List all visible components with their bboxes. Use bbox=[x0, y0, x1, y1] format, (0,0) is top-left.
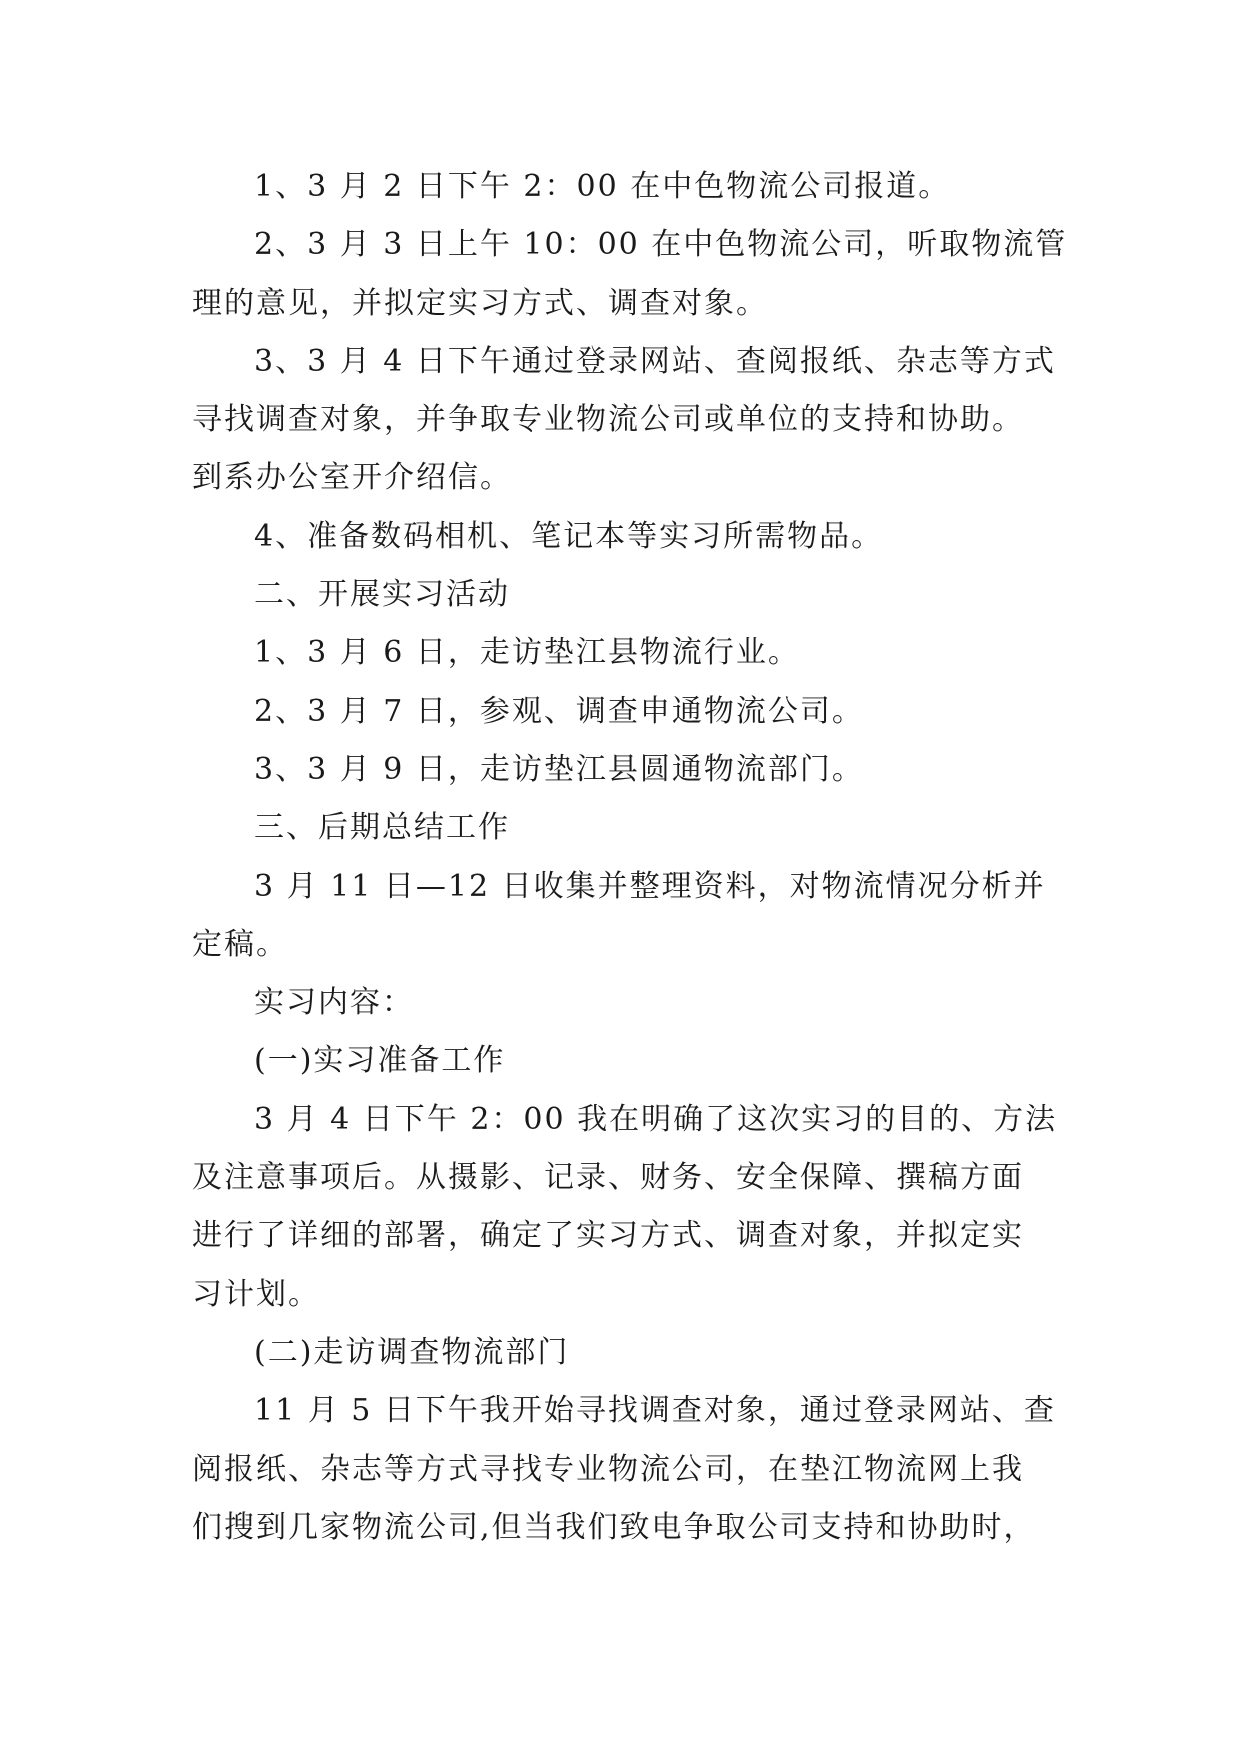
text-line: 1、3 月 2 日下午 2：00 在中色物流公司报道。 bbox=[254, 169, 951, 204]
text-line: 2、3 月 3 日上午 10：00 在中色物流公司，听取物流管 bbox=[254, 227, 1068, 263]
text-line: 到系办公室开介绍信。 bbox=[192, 460, 512, 496]
text-line: 理的意见，并拟定实习方式、调查对象。 bbox=[192, 285, 768, 321]
text-line: 进行了详细的部署，确定了实习方式、调查对象，并拟定实 bbox=[192, 1218, 1024, 1254]
subsection-heading: (二)走访调查物流部门 bbox=[254, 1334, 570, 1370]
section-heading: 二、开展实习活动 bbox=[254, 577, 510, 613]
text-line: 习计划。 bbox=[192, 1276, 320, 1312]
text-line: 3、3 月 4 日下午通过登录网站、查阅报纸、杂志等方式 bbox=[254, 343, 1056, 379]
text-line: 4、准备数码相机、笔记本等实习所需物品。 bbox=[254, 518, 884, 554]
document-body bbox=[192, 158, 1068, 1557]
text-line: 2、3 月 7 日，参观、调查申通物流公司。 bbox=[254, 693, 864, 729]
text-line: 们搜到几家物流公司,但当我们致电争取公司支持和协助时， bbox=[192, 1509, 1036, 1545]
text-line: 3 月 11 日—12 日收集并整理资料，对物流情况分析并 bbox=[254, 868, 1046, 904]
section-heading: 三、后期总结工作 bbox=[254, 810, 510, 846]
text-line: 3 月 4 日下午 2：00 我在明确了这次实习的目的、方法 bbox=[254, 1101, 1058, 1137]
text-line: 寻找调查对象，并争取专业物流公司或单位的支持和协助。 bbox=[192, 402, 1024, 438]
text-line: 阅报纸、杂志等方式寻找专业物流公司，在垫江物流网上我 bbox=[192, 1451, 1024, 1487]
text-line: 定稿。 bbox=[192, 926, 288, 962]
text-line: 11 月 5 日下午我开始寻找调查对象，通过登录网站、查 bbox=[254, 1393, 1056, 1429]
text-line: 3、3 月 9 日，走访垫江县圆通物流部门。 bbox=[254, 751, 864, 787]
section-heading: 实习内容： bbox=[254, 985, 414, 1021]
text-line: 1、3 月 6 日，走访垫江县物流行业。 bbox=[254, 635, 800, 671]
subsection-heading: (一)实习准备工作 bbox=[254, 1043, 506, 1079]
text-line: 及注意事项后。从摄影、记录、财务、安全保障、撰稿方面 bbox=[192, 1160, 1024, 1196]
